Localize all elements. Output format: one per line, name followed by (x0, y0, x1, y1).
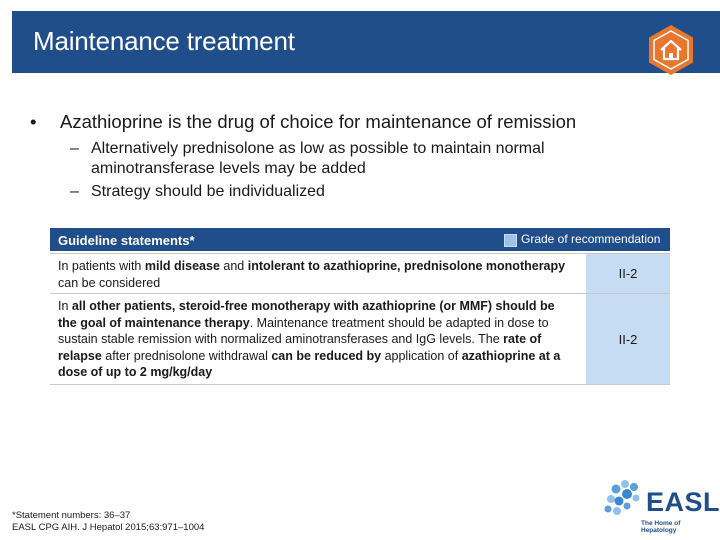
dash-marker: – (70, 140, 79, 157)
statement-emphasis: rate of relapse (58, 332, 542, 363)
easl-dots-icon (603, 479, 647, 523)
statement-emphasis: all other patients, steroid-free monotherapy with azathioprine (or MMF) should be the goal of maintenance therapy (58, 299, 555, 330)
table-row (50, 293, 670, 385)
statement-segment: can be considered (58, 275, 161, 290)
statement-text (58, 258, 576, 291)
statement-emphasis: mild disease (144, 259, 220, 273)
statement-segment: application of (381, 348, 462, 363)
statement-segment: In (58, 299, 72, 313)
grade-cell: II-2 (586, 294, 670, 384)
logo-tagline: The Home of Hepatology (641, 520, 681, 534)
footnote-statement-numbers: *Statement numbers: 36–37 (12, 510, 131, 521)
legend-swatch (504, 234, 517, 247)
statement-segment: and (219, 259, 248, 273)
bullet-main (30, 111, 670, 133)
dash-marker: – (70, 183, 79, 200)
statement-emphasis: can be reduced by (271, 348, 382, 363)
footnote-citation: EASL CPG AIH. J Hepatol 2015;63:971–1004 (12, 522, 205, 533)
page-title: Maintenance treatment (33, 26, 295, 56)
grade-cell: II-2 (586, 254, 670, 293)
sub-bullet-1 (30, 139, 670, 178)
bullet-list (30, 111, 670, 202)
statement-segment: after prednisolone withdrawal (101, 348, 272, 363)
sub-bullet-1-text: Alternatively prednisolone as low as possible to maintain normal aminotransferase levels may be added (91, 140, 545, 177)
easl-logo (603, 475, 720, 534)
statement-text (58, 298, 576, 381)
footnote (12, 510, 204, 534)
sub-bullet-2 (30, 182, 670, 202)
statement-segment: In patients with (58, 259, 145, 273)
statement-emphasis: intolerant to azathioprine, prednisolone monotherapy (247, 259, 566, 273)
bullet-marker: • (30, 111, 37, 132)
table-header (50, 228, 670, 251)
legend-label: Grade of recommendation (521, 232, 661, 246)
bullet-main-text: Azathioprine is the drug of choice for maintenance of remission (60, 111, 577, 132)
statement-emphasis: azathioprine at a dose of up to 2 mg/kg/day (58, 348, 561, 379)
home-icon[interactable] (648, 24, 694, 76)
slide-header (12, 11, 720, 73)
sub-bullet-2-text: Strategy should be individualized (91, 183, 325, 200)
table-row (50, 253, 670, 293)
logo-wordmark: EASL (646, 487, 720, 517)
table-header-label: Guideline statements* (58, 233, 195, 248)
statement-segment: . Maintenance treatment should be adapted in dose to sustain stable remission with normalized aminotransferases and IgG levels. The (58, 315, 549, 346)
